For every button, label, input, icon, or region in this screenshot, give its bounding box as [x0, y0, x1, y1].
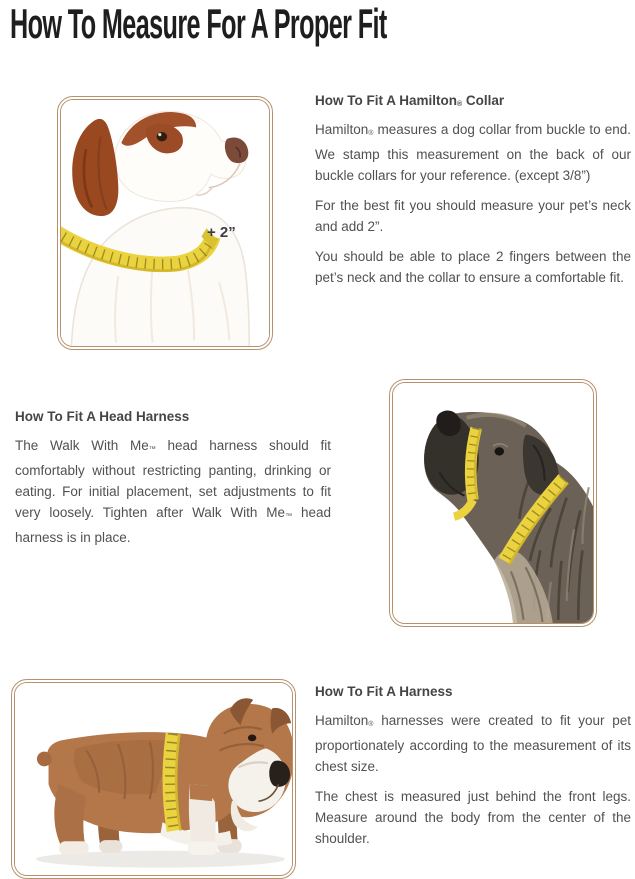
brindle-dog-head-harness-measure-photo	[393, 383, 593, 623]
harness-instructions	[315, 684, 631, 858]
head-harness-instructions	[15, 409, 331, 557]
harness-paragraph-2: The chest is measured just behind the front legs. Measure around the body from the center of the shoulder.	[315, 789, 631, 846]
harness-heading: How To Fit A Harness	[315, 684, 453, 699]
brittany-spaniel-neck-measure-photo	[61, 100, 269, 346]
bulldog-chest-measure-photo	[15, 683, 292, 875]
harness-photo-frame	[11, 679, 296, 879]
collar-paragraph-1: Hamilton® measures a dog collar from buckle to end. We stamp this measurement on the back of our buckle collars for your reference. (except 3/8”)	[315, 122, 631, 183]
page-title: How To Measure For A Proper Fit	[10, 0, 387, 47]
collar-photo-frame	[57, 96, 273, 350]
collar-instructions	[315, 93, 631, 297]
collar-paragraph-3: You should be able to place 2 fingers between the pet’s neck and the collar to ensure a comfortable fit.	[315, 249, 631, 285]
collar-paragraph-2: For the best fit you should measure your pet’s neck and add 2”.	[315, 198, 631, 234]
head-harness-photo-frame	[389, 379, 597, 627]
head-harness-paragraph-1: The Walk With Me™ head harness should fit comfortably without restricting panting, drinking or eating. For initial placement, set adjustments to fit very loosely. Tighten after Walk With Me™ head harness is in place.	[15, 438, 331, 545]
head-harness-heading: How To Fit A Head Harness	[15, 409, 190, 424]
collar-heading: How To Fit A Hamilton® Collar	[315, 93, 505, 108]
harness-paragraph-1: Hamilton® harnesses were created to fit your pet proportionately according to the measurement of its chest size.	[315, 713, 631, 774]
add-two-inches-label: + 2”	[207, 224, 236, 241]
